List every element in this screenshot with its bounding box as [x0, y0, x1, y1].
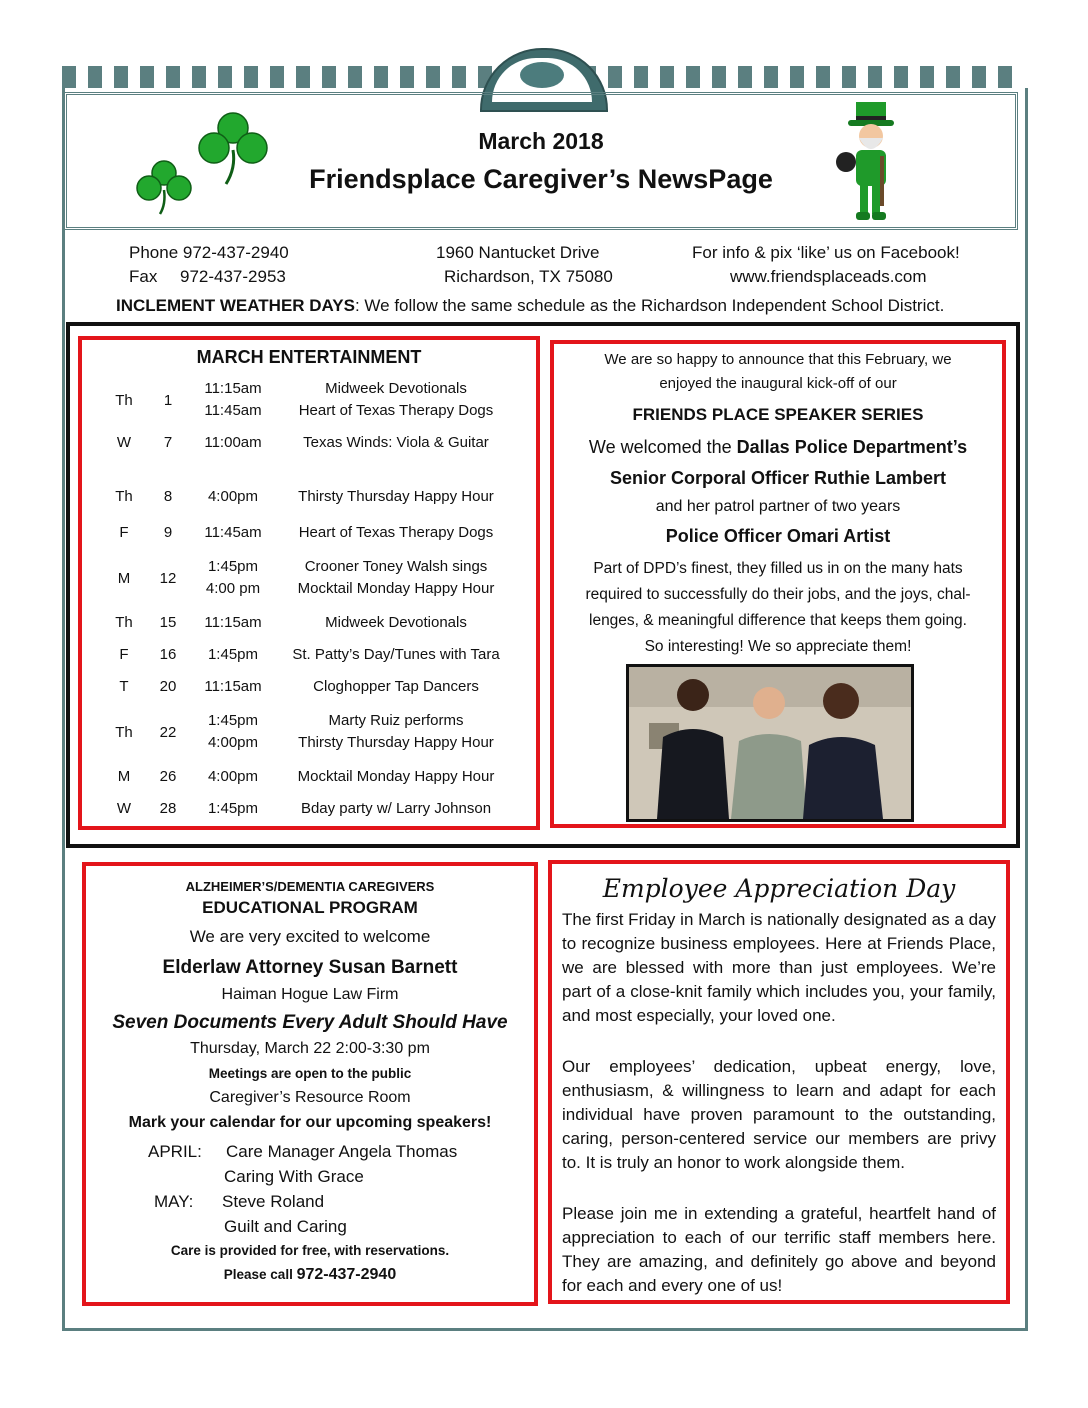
event-name: Thirsty Thursday Happy Hour	[298, 734, 494, 751]
event-name: Cloghopper Tap Dancers	[313, 678, 479, 695]
speaker-intro-2: enjoyed the inaugural kick-off of our	[659, 375, 897, 392]
april-label: APRIL:	[148, 1142, 202, 1161]
speaker-partner: and her patrol partner of two years	[655, 498, 901, 515]
caregiver-program-content	[86, 878, 534, 1138]
program-title: EDUCATIONAL PROGRAM	[202, 898, 418, 917]
appreciation-paragraph-1: The first Friday in March is nationally designated as a day to recognize business employees. Here at Friends Place, we are blessed with more than just employees. We’re part of a close-knit family which includes you, your family, and most especially, your loved one.	[562, 910, 996, 1025]
event-name: Marty Ruiz performs	[328, 712, 464, 729]
program-speaker: Elderlaw Attorney Susan Barnett	[162, 957, 458, 978]
event-date: 1	[163, 392, 173, 409]
may-label: MAY:	[154, 1192, 194, 1211]
event-time: 11:45am	[204, 402, 262, 419]
event-day: Th	[115, 392, 133, 409]
event-day: Th	[115, 614, 133, 631]
event-time: 1:45pm	[207, 558, 259, 575]
event-day: W	[116, 434, 132, 451]
event-date: 22	[159, 724, 177, 741]
event-day: T	[119, 678, 129, 695]
event-date: 16	[159, 646, 177, 663]
appreciation-paragraph-2: Our employees’ dedication, upbeat energy, love, enthusiasm, & willingness to learn and adapt for each individual have proven paramount to the outstanding, caring, person-centered service our members are privy to. It is truly an honor to work alongside them.	[562, 1057, 996, 1172]
event-time: 11:45am	[204, 524, 262, 541]
page-subtitle: Friendsplace Caregiver’s NewsPage	[309, 164, 773, 194]
event-date: 15	[159, 614, 177, 631]
event-name: St. Patty’s Day/Tunes with Tara	[292, 646, 500, 663]
logo-emblem	[520, 62, 564, 88]
program-call-number: 972-437-2940	[296, 1266, 397, 1283]
facebook-note: For info & pix ‘like’ us on Facebook!	[692, 243, 960, 262]
event-time: 4:00pm	[207, 768, 259, 785]
event-name: Midweek Devotionals	[325, 380, 467, 397]
event-time: 1:45pm	[207, 800, 259, 817]
speaker-body-1: Part of DPD’s finest, they filled us in on the many hats	[593, 560, 963, 577]
event-name: Bday party w/ Larry Johnson	[300, 800, 492, 817]
leprechaun-icon	[832, 98, 912, 226]
event-name: Heart of Texas Therapy Dogs	[298, 524, 494, 541]
event-name: Texas Winds: Viola & Guitar	[303, 434, 489, 451]
fax-number: 972-437-2953	[180, 267, 286, 286]
program-topic: Seven Documents Every Adult Should Have	[112, 1012, 508, 1033]
event-date: 8	[163, 488, 173, 505]
event-day: F	[119, 646, 129, 663]
april-speaker: Care Manager Angela Thomas	[226, 1142, 458, 1161]
may-speaker: Steve Roland	[222, 1192, 325, 1211]
speaker-welcomed-text: We welcomed the	[588, 437, 737, 457]
speaker-body-3: lenges, & meaningful difference that keeps them going.	[589, 612, 967, 629]
event-name: Mocktail Monday Happy Hour	[297, 580, 495, 597]
speaker-officer-1: Senior Corporal Officer Ruthie Lambert	[609, 468, 947, 488]
entertainment-title: MARCH ENTERTAINMENT	[196, 347, 422, 367]
event-name: Crooner Toney Walsh sings	[304, 558, 488, 575]
weather-label: INCLEMENT WEATHER DAYS	[116, 296, 355, 315]
event-time: 4:00pm	[207, 488, 259, 505]
speaker-series-content	[556, 348, 1000, 660]
program-room: Caregiver’s Resource Room	[209, 1089, 411, 1106]
program-open: Meetings are open to the public	[208, 1066, 412, 1081]
program-care-note: Care is provided for free, with reservations.	[170, 1243, 450, 1258]
event-day: M	[117, 768, 131, 785]
event-time: 1:45pm	[207, 712, 259, 729]
event-time: 4:00pm	[207, 734, 259, 751]
event-date: 28	[159, 800, 177, 817]
program-firm: Haiman Hogue Law Firm	[221, 986, 399, 1003]
event-time: 11:00am	[204, 434, 262, 451]
weather-note	[116, 294, 944, 318]
program-welcome: We are very excited to welcome	[189, 927, 431, 946]
event-time: 4:00 pm	[205, 580, 261, 597]
event-date: 26	[159, 768, 177, 785]
website: www.friendsplaceads.com	[730, 267, 927, 286]
speaker-body-2: required to successfully do their jobs, and the joys, chal-	[585, 586, 971, 603]
speaker-department: Dallas Police Department’s	[736, 437, 968, 457]
phone: Phone 972-437-2940	[129, 243, 289, 262]
speaker-body-4: So interesting! We so appreciate them!	[644, 638, 912, 655]
speaker-series-title: FRIENDS PLACE SPEAKER SERIES	[632, 405, 924, 424]
event-date: 20	[159, 678, 177, 695]
may-topic: Guilt and Caring	[224, 1217, 347, 1236]
event-name: Midweek Devotionals	[325, 614, 467, 631]
event-day: Th	[115, 488, 133, 505]
program-mark-calendar: Mark your calendar for our upcoming speakers!	[128, 1114, 492, 1131]
event-time: 11:15am	[204, 614, 262, 631]
event-time: 11:15am	[204, 380, 262, 397]
event-date: 7	[163, 434, 173, 451]
program-call	[86, 1266, 534, 1284]
speaker-officer-2: Police Officer Omari Artist	[665, 526, 891, 546]
event-day: M	[117, 570, 131, 587]
april-topic: Caring With Grace	[224, 1167, 364, 1186]
event-name: Mocktail Monday Happy Hour	[297, 768, 495, 785]
event-date: 9	[163, 524, 173, 541]
address-line2: Richardson, TX 75080	[444, 267, 613, 286]
speaker-welcomed	[556, 432, 1000, 462]
fax-label: Fax	[129, 267, 158, 286]
event-name: Thirsty Thursday Happy Hour	[298, 488, 494, 505]
program-call-text: Please call	[223, 1267, 297, 1282]
program-kicker: ALZHEIMER’S/DEMENTIA CAREGIVERS	[185, 879, 435, 894]
weather-text: : We follow the same schedule as the Richardson Independent School District.	[354, 296, 945, 315]
event-name: Heart of Texas Therapy Dogs	[298, 402, 494, 419]
event-day: W	[116, 800, 132, 817]
event-day: F	[119, 524, 129, 541]
event-date: 12	[159, 570, 177, 587]
page-title: March 2018	[478, 128, 604, 154]
appreciation-title: Employee Appreciation Day	[602, 874, 956, 903]
event-time: 1:45pm	[207, 646, 259, 663]
officers-photo	[626, 664, 914, 822]
event-time: 11:15am	[204, 678, 262, 695]
event-day: Th	[115, 724, 133, 741]
address-line1: 1960 Nantucket Drive	[436, 243, 600, 262]
appreciation-paragraph-3: Please join me in extending a grateful, heartfelt hand of appreciation to each of our terrific staff members here. They are amazing, and definitely go above and beyond for each and every one of us!	[562, 1204, 996, 1295]
program-date: Thursday, March 22 2:00-3:30 pm	[190, 1040, 430, 1057]
speaker-intro-1: We are so happy to announce that this February, we	[604, 351, 952, 368]
